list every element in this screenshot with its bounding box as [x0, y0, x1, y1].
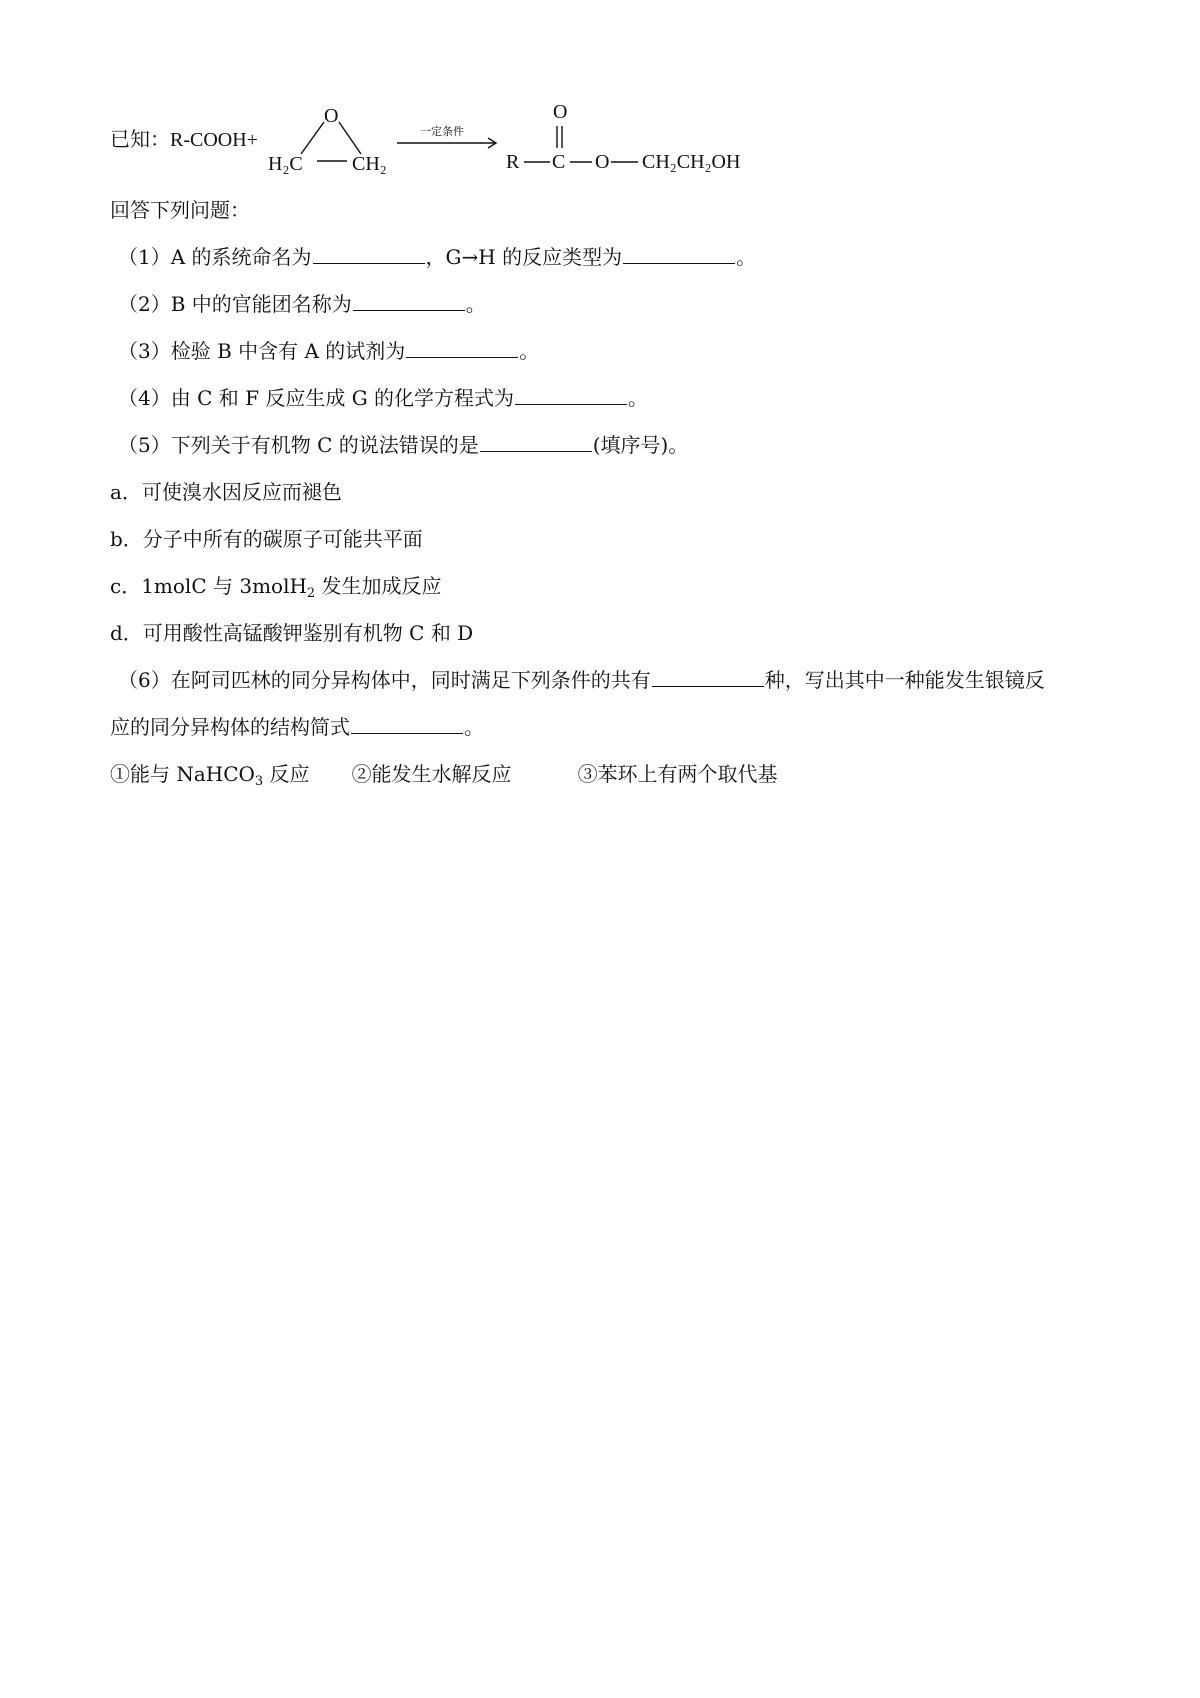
answer-blank-q5[interactable] — [480, 433, 592, 452]
option-c-subscript: 2 — [306, 586, 316, 601]
q1-text-c: 。 — [736, 245, 757, 269]
product-tail: CH₂CH₂OH — [642, 151, 741, 173]
question-5 — [118, 431, 688, 459]
q4-text-a: （4）由 C 和 F 反应生成 G 的化学方程式为 — [118, 386, 515, 410]
q1-text-b: ，G→H 的反应类型为 — [425, 245, 623, 269]
question-1 — [118, 243, 756, 271]
answer-blank-q6-count[interactable] — [652, 668, 764, 687]
q5-text-c: (填序号)。 — [592, 433, 689, 457]
epoxide-left-carbon: H₂C — [268, 153, 303, 175]
question-3 — [118, 337, 539, 365]
known-reaction — [0, 0, 1200, 190]
condition-2: ②能发生水解反应 — [351, 762, 512, 786]
answer-blank-q1-type[interactable] — [623, 245, 735, 264]
question-6 — [118, 666, 1045, 694]
epoxide-oxygen: O — [324, 105, 339, 127]
q6-text-a: （6）在阿司匹林的同分异构体中，同时满足下列条件的共有 — [118, 668, 651, 692]
q2-text-a: （2）B 中的官能团名称为 — [118, 292, 352, 316]
q5-text-a: （5）下列关于有机物 C 的说法错误的是 — [118, 433, 479, 457]
q3-text-a: （3）检验 B 中含有 A 的试剂为 — [118, 339, 406, 363]
answer-blank-q3[interactable] — [406, 339, 518, 358]
option-b-text: b．分子中所有的碳原子可能共平面 — [110, 527, 423, 551]
product-carbonyl-oxygen: O — [553, 101, 568, 123]
condition-1-subscript: 3 — [254, 774, 264, 789]
reactant-formula: R-COOH+ — [170, 129, 258, 151]
option-d — [110, 619, 473, 647]
option-c-text-post: 发生加成反应 — [315, 574, 442, 598]
answer-blank-q1-name[interactable] — [313, 245, 425, 264]
conditions-line — [110, 760, 778, 788]
option-d-text: d．可用酸性高锰酸钾鉴别有机物 C 和 D — [110, 621, 474, 645]
option-b — [110, 525, 423, 553]
q2-text-c: 。 — [465, 292, 486, 316]
intro-label: 回答下列问题： — [110, 198, 250, 222]
option-a — [110, 478, 342, 506]
question-6-line-2 — [110, 713, 484, 741]
question-4 — [118, 384, 648, 412]
answer-blank-q6-structure[interactable] — [351, 715, 463, 734]
product-carbon: C — [552, 151, 566, 173]
q3-text-c: 。 — [519, 339, 540, 363]
epoxide-right-carbon: CH₂ — [352, 153, 387, 175]
q6-text-c: 。 — [464, 715, 484, 739]
q4-text-c: 。 — [628, 386, 649, 410]
option-c-text: c．1molC 与 3molH — [110, 574, 307, 598]
answer-blank-q2[interactable] — [353, 292, 465, 311]
q6-text-b: 种，写出其中一种能发生银镜反 — [764, 668, 1045, 692]
reaction-condition: 一定条件 — [420, 125, 464, 138]
option-c — [110, 572, 442, 600]
reaction-arrow — [395, 136, 505, 150]
q6-text-line2: 应的同分异构体的结构简式 — [110, 715, 350, 739]
condition-1: ①能与 NaHCO — [110, 762, 255, 786]
product-bonds — [500, 120, 660, 170]
product-ester-oxygen: O — [595, 151, 610, 173]
condition-1-post: 反应 — [263, 762, 310, 786]
option-a-text: a．可使溴水因反应而褪色 — [110, 480, 342, 504]
condition-3: ③苯环上有两个取代基 — [577, 762, 778, 786]
known-prefix: 已知： — [110, 129, 170, 151]
answer-blank-q4[interactable] — [515, 386, 627, 405]
q1-text-a: （1）A 的系统命名为 — [118, 245, 312, 269]
intro-text — [110, 196, 250, 224]
product-r-group: R — [506, 151, 520, 173]
question-2 — [118, 290, 486, 318]
